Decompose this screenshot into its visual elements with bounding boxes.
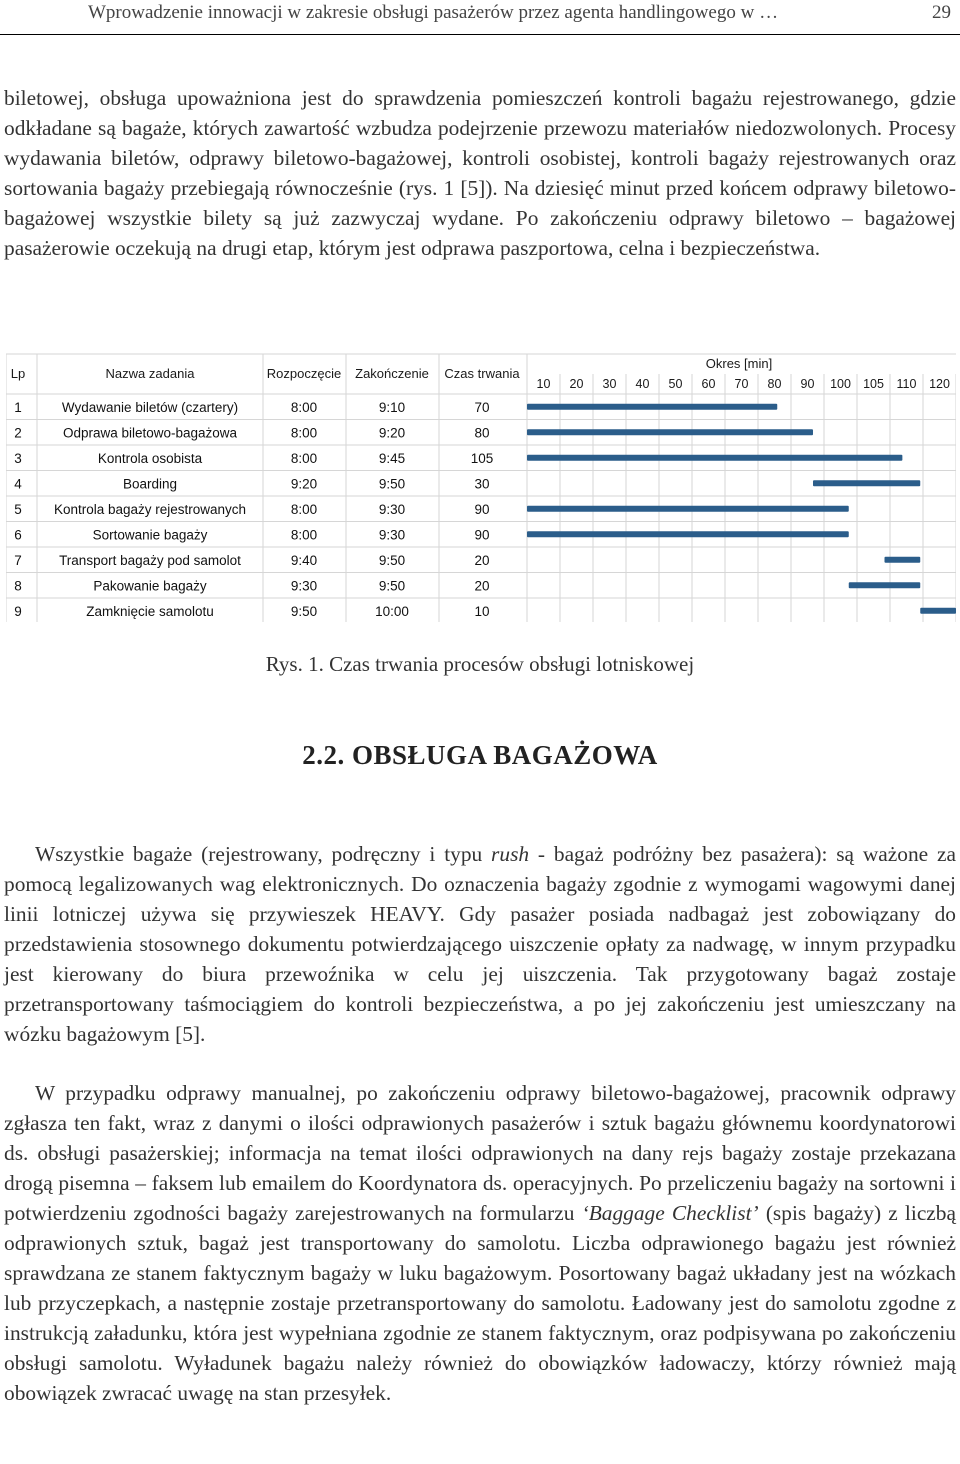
cell-task-name: Pakowanie bagaży	[93, 578, 207, 594]
page-number: 29	[932, 2, 951, 23]
paragraph-text: - bagaż podróżny bez pasażera): są ważone za pomocą legalizowanych wag elektronicznych. Do oznaczenia bagaży zgodnie z wymogami wagowymi danej linii lotniczej używa się przywieszek HEAVY. Gdy pasażer posiada nadbagaż jest zobowiązany do przedstawienia stosownego dokumentu potwierdzającego uiszczenie opłaty za nadwagę, w innym przypadku jest kierowany do biura przewoźnika w celu jej uiszczenia. Tak przygotowany bagaż zostaje przetransportowany taśmociągiem do kontroli bezpieczeństwa, a po jej zakończeniu jest umieszczany na wózku bagażowym [5].	[4, 842, 956, 1046]
timeline-tick-label: 105	[863, 377, 884, 391]
cell-duration: 20	[474, 578, 490, 594]
running-header	[0, 0, 960, 35]
cell-lp: 9	[14, 603, 22, 619]
column-header: Zakończenie	[355, 366, 429, 381]
paragraph-italic-term: rush	[491, 842, 530, 866]
cell-start: 8:00	[290, 399, 318, 415]
cell-end: 9:45	[378, 450, 406, 466]
cell-duration: 10	[474, 603, 490, 619]
cell-end: 9:50	[378, 578, 406, 594]
gantt-bar	[813, 480, 920, 486]
gantt-bar	[527, 455, 902, 461]
paragraph-text: (spis bagaży) z liczbą odprawionych sztuk, bagaż jest transportowany do samolotu. Liczba odprawionego bagażu jest również sprawdzana ze stanem faktycznym bagaży w luku bagażowym. Posortowany bagaż układany jest na wózkach lub przyczepkach, a następnie zostaje przetransportowany do samolotu. Ładowany jest do samolotu zgodne z instrukcją załadunku, która jest wypełniana zgodnie ze stanem faktycznym, oraz podpisywana po zakończeniu obsługi samolotu. Wyładunek bagażu należy również do obowiązków ładowaczy, którzy również mają obowiązek zwracać uwagę na stan przesyłek.	[4, 1201, 956, 1405]
cell-duration: 90	[474, 527, 490, 543]
paragraph-manual-checkin	[4, 1078, 956, 1408]
column-header: Czas trwania	[444, 366, 520, 381]
cell-lp: 8	[14, 578, 22, 594]
gantt-bar	[527, 404, 777, 410]
cell-lp: 1	[14, 399, 22, 415]
timeline-tick-label: 100	[830, 377, 851, 391]
cell-task-name: Transport bagaży pod samolot	[59, 552, 241, 568]
timeline-tick-label: 10	[536, 377, 551, 391]
cell-start: 8:00	[290, 450, 318, 466]
column-header: Rozpoczęcie	[266, 366, 342, 381]
column-header: Nazwa zadania	[105, 366, 195, 381]
cell-start: 9:30	[290, 578, 318, 594]
cell-lp: 5	[14, 501, 22, 517]
gantt-bar	[920, 608, 956, 614]
cell-duration: 30	[474, 476, 490, 492]
cell-duration: 105	[470, 450, 494, 466]
gantt-chart	[6, 350, 956, 622]
cell-end: 9:20	[378, 425, 406, 441]
timeline-tick-label: 80	[767, 377, 782, 391]
cell-task-name: Wydawanie biletów (czartery)	[61, 399, 239, 415]
intro-paragraph: biletowej, obsługa upoważniona jest do sprawdzenia pomieszczeń kontroli bagażu rejestrowanego, gdzie odkładane są bagaże, których zawartość wzbudza podejrzenie przewozu materiałów niedozwolonych. Procesy wydawania biletów, odprawy biletowo-bagażowej, kontroli osobistej, kontroli bagaży rejestrowanych oraz sortowania bagaży przebiegają równocześnie (rys. 1 [5]). Na dziesięć minut przed końcem odprawy biletowo-bagażowej wszystkie bilety są już zazwyczaj wydane. Po zakończeniu odprawy biletowo – bagażowej pasażerowie oczekują na drugi etap, którym jest odprawa paszportowa, celna i bezpieczeństwa.	[4, 86, 956, 260]
cell-task-name: Sortowanie bagaży	[92, 527, 208, 543]
timeline-tick-label: 120	[929, 377, 950, 391]
cell-lp: 3	[14, 450, 22, 466]
cell-duration: 70	[474, 399, 490, 415]
cell-task-name: Kontrola bagaży rejestrowanych	[53, 501, 247, 517]
gantt-figure	[6, 350, 956, 622]
cell-duration: 80	[474, 425, 490, 441]
timeline-tick-label: 70	[734, 377, 749, 391]
timeline-tick-label: 60	[701, 377, 716, 391]
gantt-bar	[527, 506, 849, 512]
paragraph-italic-term: ‘Baggage Checklist’	[581, 1201, 759, 1225]
timeline-tick-label: 30	[602, 377, 617, 391]
gantt-bar	[849, 582, 921, 588]
cell-start: 8:00	[290, 425, 318, 441]
timeline-tick-label: 40	[635, 377, 650, 391]
cell-start: 8:00	[290, 501, 318, 517]
cell-end: 9:50	[378, 552, 406, 568]
cell-end: 9:30	[378, 501, 406, 517]
timeline-tick-label: 20	[569, 377, 584, 391]
cell-lp: 4	[14, 476, 22, 492]
column-header: Lp	[10, 366, 26, 381]
paragraph-baggage-weighing	[4, 839, 956, 1049]
timeline-tick-label: 110	[896, 377, 917, 391]
cell-lp: 2	[14, 425, 22, 441]
cell-start: 9:50	[290, 603, 318, 619]
cell-task-name: Boarding	[122, 476, 178, 492]
gantt-bar	[527, 429, 813, 435]
cell-duration: 90	[474, 501, 490, 517]
gantt-bar	[885, 557, 921, 563]
running-title: Wprowadzenie innowacji w zakresie obsługi pasażerów przez agenta handlingowego w …	[88, 2, 779, 23]
cell-start: 8:00	[290, 527, 318, 543]
cell-end: 10:00	[375, 603, 409, 619]
section-heading: 2.2. OBSŁUGA BAGAŻOWA	[302, 740, 658, 770]
timeline-tick-label: 90	[800, 377, 815, 391]
cell-end: 9:50	[378, 476, 406, 492]
paragraph-text: W przypadku odprawy manualnej, po zakończeniu odprawy biletowo-bagażowej, pracownik odprawy zgłasza ten fakt, wraz z danymi o ilości odprawionych pasażerów i sztuk bagażu głównemu koordynatorowi ds. obsługi pasażerskiej; informacja na temat ilości odprawionych na dany rejs bagaży zostaje przekazana drogą pisemna – faksem lub emailem do Koordynatora ds. operacyjnych. Po przeliczeniu bagaży na sortowni i potwierdzeniu zgodności bagaży zarejestrowanych na formularzu	[4, 1081, 956, 1225]
cell-start: 9:40	[290, 552, 318, 568]
cell-lp: 7	[14, 552, 22, 568]
cell-task-name: Odprawa biletowo-bagażowa	[62, 425, 238, 441]
cell-lp: 6	[14, 527, 22, 543]
cell-duration: 20	[474, 552, 490, 568]
cell-end: 9:30	[378, 527, 406, 543]
cell-task-name: Kontrola osobista	[97, 450, 203, 466]
figure-caption: Rys. 1. Czas trwania procesów obsługi lotniskowej	[265, 652, 695, 676]
gantt-bar	[527, 531, 849, 537]
cell-task-name: Zamknięcie samolotu	[86, 603, 214, 619]
paragraph-text: Wszystkie bagaże (rejestrowany, podręczny i typu	[35, 842, 492, 866]
cell-end: 9:10	[378, 399, 406, 415]
timeline-tick-label: 50	[668, 377, 683, 391]
cell-start: 9:20	[290, 476, 318, 492]
timeline-header: Okres [min]	[705, 356, 773, 371]
